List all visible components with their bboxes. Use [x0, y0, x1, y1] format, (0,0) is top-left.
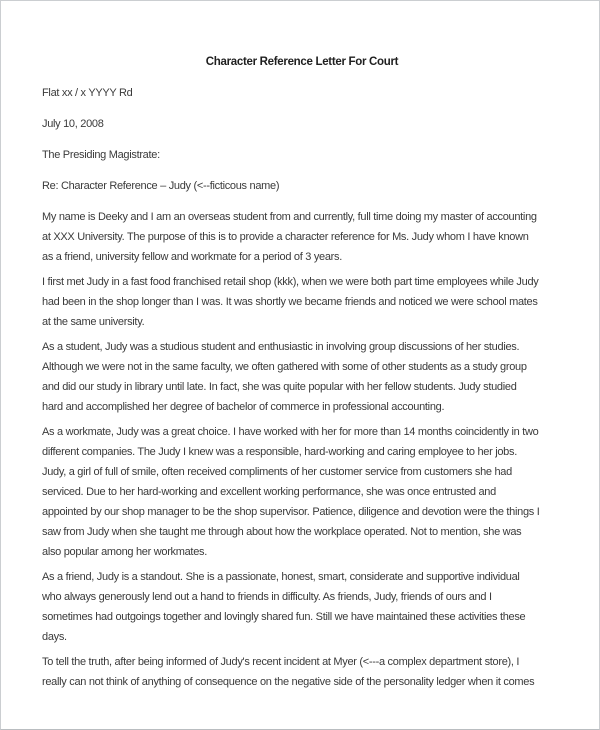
text-line: As a friend, Judy is a standout. She is a passionate, honest, smart, considerate and supportive individual: [42, 571, 520, 583]
text-line: As a workmate, Judy was a great choice. I have worked with her for more than 14 months coincidently in two: [42, 426, 539, 438]
text-line: and did our study in library until late. In fact, she was quite popular with her fellow students. Judy studied: [42, 381, 517, 393]
text-line: as a friend, university fellow and workmate for a period of 3 years.: [42, 251, 342, 263]
text-line: saw from Judy when she taught me through about how the workplace operated. Not to mention, she was: [42, 526, 522, 538]
text-line: sometimes had outgoings together and lovingly shared fun. Still we have maintained these activities these: [42, 611, 526, 623]
paragraph-as-a-workmate: [42, 422, 579, 562]
text-line: who always generously lend out a hand to friends in difficulty. As friends, Judy, friends of ours and I: [42, 591, 492, 603]
text-line: at XXX University. The purpose of this is to provide a character reference for Ms. Judy whom I have known: [42, 231, 529, 243]
text-line: To tell the truth, after being informed of Judy's recent incident at Myer (<---a complex department store), I: [42, 656, 520, 668]
text-line: days.: [42, 631, 67, 643]
paragraph-as-a-student: [42, 337, 579, 417]
text-line: I first met Judy in a fast food franchised retail shop (kkk), when we were both part time employees while Judy: [42, 276, 539, 288]
paragraph-as-a-friend: [42, 567, 579, 647]
text-line: hard and accomplished her degree of bachelor of commerce in professional accounting.: [42, 401, 445, 413]
text-line: at the same university.: [42, 316, 145, 328]
text-line: My name is Deeky and I am an overseas student from and currently, full time doing my master of accounting: [42, 211, 537, 223]
text-line: appointed by our shop manager to be the shop supervisor. Patience, diligence and devotion were the things I: [42, 506, 540, 518]
text-line: different companies. The Judy I knew was a responsible, hard-working and caring employee to her jobs.: [42, 446, 517, 458]
letter-title: Character Reference Letter For Court: [205, 56, 399, 68]
paragraph-incident: [42, 652, 579, 692]
subject-line: Re: Character Reference – Judy (<--ficticous name): [42, 180, 280, 192]
salutation: The Presiding Magistrate:: [42, 149, 160, 161]
text-line: As a student, Judy was a studious student and enthusiastic in involving group discussions of her studies.: [42, 341, 520, 353]
text-line: serviced. Due to her hard-working and excellent working performance, she was once entrusted and: [42, 486, 496, 498]
paragraph-how-we-met: [42, 272, 579, 332]
text-line: really can not think of anything of consequence on the negative side of the personality ledger when it comes: [42, 676, 535, 688]
text-line: Judy, a girl of full of smile, often received compliments of her customer service from customers she had: [42, 466, 512, 478]
text-line: Although we were not in the same faculty, we often gathered with some of other students as a study group: [42, 361, 527, 373]
sender-address: Flat xx / x YYYY Rd: [42, 87, 133, 99]
paragraph-introduction: [42, 207, 579, 267]
text-line: also popular among her workmates.: [42, 546, 207, 558]
text-line: had been in the shop longer than I was. It was shortly we became friends and noticed we were school mates: [42, 296, 538, 308]
letter-date: July 10, 2008: [42, 118, 104, 130]
